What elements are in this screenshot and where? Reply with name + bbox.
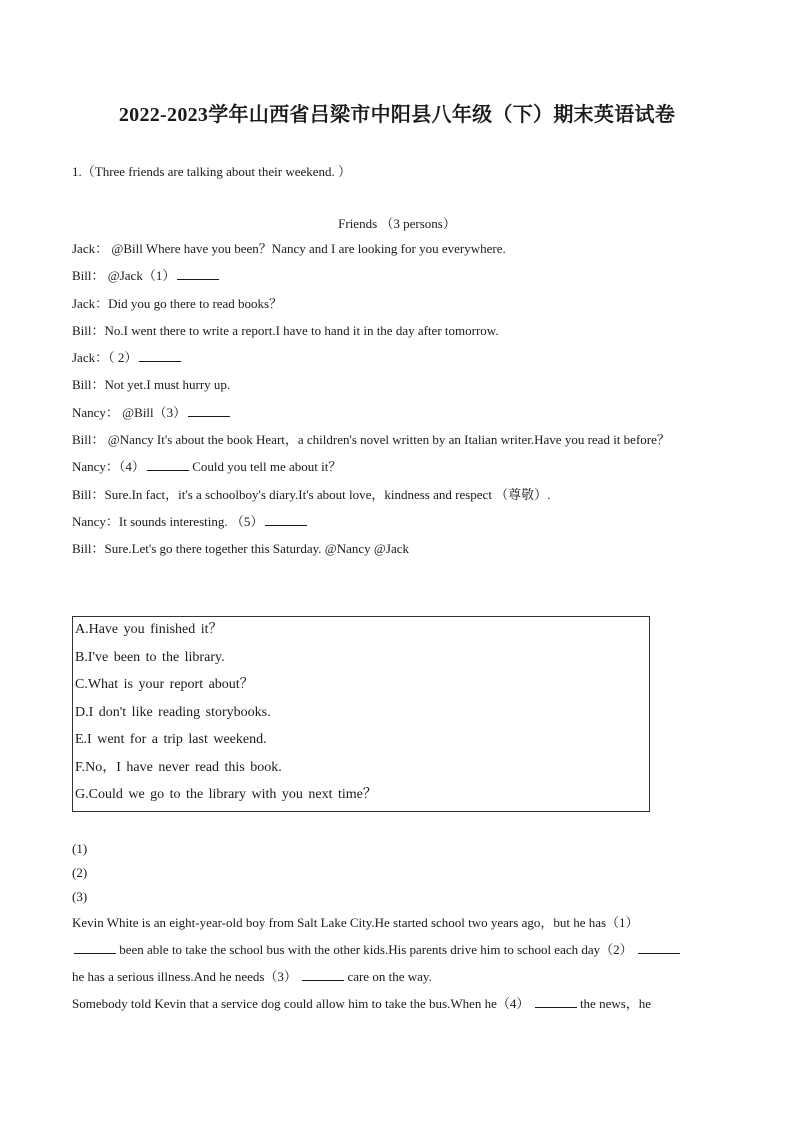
dialog-line	[72, 349, 732, 376]
dialog-line	[72, 376, 732, 403]
dialog-line	[72, 458, 732, 485]
answer-blank[interactable]	[188, 404, 230, 417]
passage-line	[72, 941, 722, 968]
passage-text: care on the way.	[344, 969, 432, 984]
dialog-header: Friends （3 persons）	[338, 216, 456, 231]
passage-text: Somebody told Kevin that a service dog could allow him to take the bus.When he（4）	[72, 996, 533, 1011]
dialog-line-text: Jack： @Bill Where have you been？Nancy and I are looking for you everywhere.	[72, 241, 506, 256]
answer-blank[interactable]	[177, 267, 219, 280]
dialog-line-after: Could you tell me about it？	[188, 459, 342, 475]
option-item: F.No，I have never read this book.	[75, 759, 282, 775]
question-intro: 1.（Three friends are talking about their weekend. ）	[72, 164, 352, 179]
answer-labels	[72, 840, 87, 912]
option-item: A.Have you finished it？	[75, 622, 223, 637]
passage-line	[72, 995, 722, 1022]
option-item: E.I went for a trip last weekend.	[75, 732, 267, 747]
dialog-line-text: Bill：Sure.In fact，it's a schoolboy's diary.It's about love，kindness and respect （尊敬）.	[72, 486, 551, 502]
passage-text: been able to take the school bus with the other kids.His parents drive him to school each day（2）	[116, 942, 636, 957]
option-item: D.I don't like reading storybooks.	[75, 704, 271, 720]
dialog-line-text: Jack：Did you go there to read books？	[72, 295, 283, 311]
answer-blank[interactable]	[265, 513, 307, 526]
passage-line	[72, 914, 722, 941]
answer-label: (2)	[72, 865, 88, 880]
answer-blank[interactable]	[302, 968, 344, 981]
dialog-line	[72, 404, 732, 431]
dialog-line-text: Bill： @Jack（1）	[72, 268, 176, 284]
passage-text: he has a serious illness.And he needs（3）	[72, 969, 301, 984]
dialog-line-text: Bill： @Nancy It's about the book Heart，a children's novel written by an Italian writer.Have you read it before？	[72, 432, 670, 448]
answer-blank[interactable]	[535, 995, 577, 1008]
dialog-line	[72, 240, 732, 267]
dialog-line-text: Nancy： @Bill（3）	[72, 404, 187, 420]
answer-label: (1)	[72, 841, 88, 856]
dialog-line	[72, 486, 732, 513]
dialog-lines	[72, 240, 732, 568]
dialog-line	[72, 513, 732, 540]
dialog-line-text: Bill：Sure.Let's go there together this Saturday. @Nancy @Jack	[72, 541, 410, 557]
answer-blank[interactable]	[147, 458, 189, 471]
dialog-line	[72, 322, 732, 349]
answer-blank[interactable]	[74, 941, 116, 954]
page-title: 2022-2023学年山西省吕梁市中阳县八年级（下）期末英语试卷	[118, 104, 676, 126]
answer-blank[interactable]	[139, 349, 181, 362]
passage-line	[72, 968, 722, 995]
dialog-line	[72, 267, 732, 294]
answer-label: (3)	[72, 889, 88, 904]
answer-blank[interactable]	[638, 941, 680, 954]
options-box	[72, 616, 650, 812]
dialog-line-text: Jack：（ 2）	[72, 350, 138, 366]
cloze-passage	[72, 914, 722, 1022]
dialog-line	[72, 431, 732, 458]
dialog-line	[72, 540, 732, 567]
dialog-line	[72, 295, 732, 322]
dialog-line-text: Bill：No.I went there to write a report.I have to hand it in the day after tomorrow.	[72, 322, 499, 338]
option-item: C.What is your report about？	[75, 677, 254, 692]
option-item: G.Could we go to the library with you next time？	[75, 787, 377, 802]
passage-text: Kevin White is an eight-year-old boy from Salt Lake City.He started school two years ago，but he has（1）	[72, 915, 639, 930]
passage-text: the news，he	[576, 996, 652, 1011]
dialog-line-text: Bill：Not yet.I must hurry up.	[72, 377, 231, 393]
dialog-line-text: Nancy：It sounds interesting. （5）	[72, 513, 264, 529]
option-item: B.I've been to the library.	[75, 649, 225, 665]
dialog-line-text: Nancy：（4）	[72, 459, 145, 475]
